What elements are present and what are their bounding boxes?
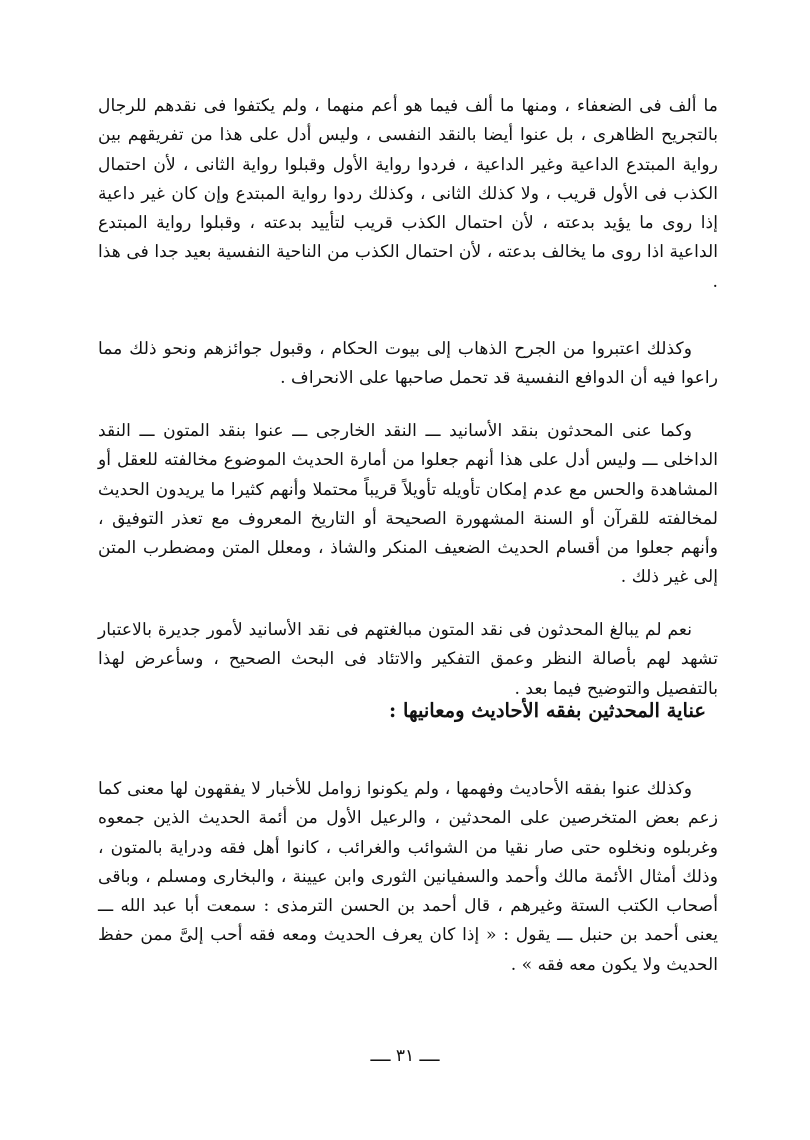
paragraph-moderation: نعم لم يبالغ المحدثون فى نقد المتون مبالغتهم فى نقد الأسانيد لأمور جديرة بالاعتبار تشهد لهم بأصالة النظر وعمق التفكير والاتئاد فى البحث الصحيح ، وسأعرض لهذا بالتفصيل والتوضيح فيما بعد . xyxy=(98,620,718,699)
section-heading: عناية المحدثين بفقه الأحاديث ومعانيها : xyxy=(389,699,706,722)
paragraph-hadith-fiqh: وكذلك عنوا بفقه الأحاديث وفهمها ، ولم يكونوا زوامل للأخبار لا يفقهون لها معنى كما زعم بعض المتخرصين على المحدثين ، والرعيل الأول من أئمة الحديث الذين جمعوه وغربلوه ونخلوه حتى صار نقيا من الشوائب والغرائب ، كانوا أهل فقه ودراية بالمتون ، وذلك أمثال الأئمة مالك وأحمد والسفيانين الثورى وابن عيينة ، والبخارى ومسلم ، وباقى أصحاب الكتب الستة وغيرهم ، قال أحمد بن الحسن الترمذى : سمعت أبا عبد الله ـــ يعنى أحمد بن حنبل ـــ يقول : « إذا كان يعرف الحديث ومعه فقه أحب إلىَّ ممن حفظ الحديث ولا يكون معه فقه » . xyxy=(98,779,718,975)
page-number: ــــ ٣١ ــــ xyxy=(370,1046,440,1066)
paragraph-rulers-gifts: وكذلك اعتبروا من الجرح الذهاب إلى بيوت الحكام ، وقبول جوائزهم ونحو ذلك مما راعوا فيه أن الدوافع النفسية قد تحمل صاحبها على الانحراف . xyxy=(98,339,718,389)
paragraph-narrators-criticism: ما ألف فى الضعفاء ، ومنها ما ألف فيما هو أعم منهما ، ولم يكتفوا فى نقدهم للرجال بالتجريح الظاهرى ، بل عنوا أيضا بالنقد النفسى ، وليس أدل على هذا من تفريقهم بين رواية المبتدع الداعية وغير الداعية ، فردوا رواية الأول وقبلوا رواية الثانى ، لأن احتمال الكذب فى الأول قريب ، ولا كذلك الثانى ، وكذلك ردوا رواية المبتدع وإن كان غير داعية إذا روى ما يؤيد بدعته ، لأن احتمال الكذب قريب لتأييد بدعته ، وقبلوا رواية المبتدع الداعية اذا روى ما يخالف بدعته ، لأن احتمال الكذب من الناحية النفسية بعيد جدا فى هذا . xyxy=(98,96,718,292)
paragraph-text-criticism: وكما عنى المحدثون بنقد الأسانيد ـــ النقد الخارجى ـــ عنوا بنقد المتون ـــ النقد الداخلى ـــ وليس أدل على هذا أنهم جعلوا من أمارة الحديث الموضوع مخالفته للعقل أو المشاهدة والحس مع عدم إمكان تأويله تأويلاً قريباً محتملا وأنهم كثيرا ما يريدون الحديث لمخالفته للقرآن أو السنة المشهورة الصحيحة أو التاريخ المعروف مع تعذر التوفيق ، وأنهم جعلوا من أقسام الحديث الضعيف المنكر والشاذ ، ومعلل المتن ومضطرب المتن إلى غير ذلك . xyxy=(98,421,718,588)
